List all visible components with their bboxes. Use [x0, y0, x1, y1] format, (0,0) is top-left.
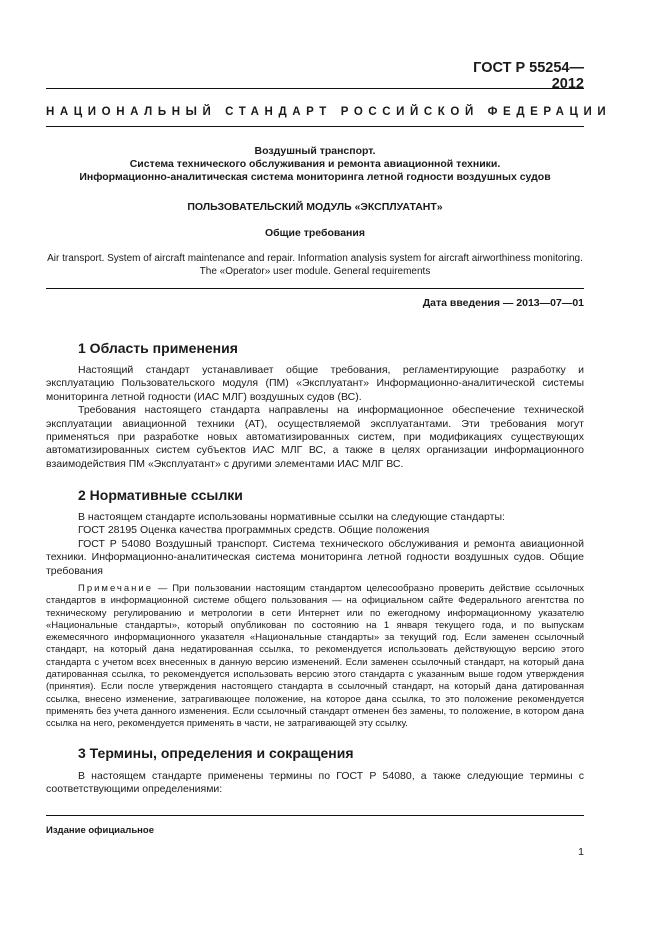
section-2-intro: В настоящем стандарте использованы нормативные ссылки на следующие стандарты: [78, 511, 505, 523]
reference-gost-r-54080: ГОСТ Р 54080 Воздушный транспорт. Система технического обслуживания и ремонта авиационной техники. Информационно-аналитическая система мониторинга летной годности воздушных судов. Общие требования [46, 537, 584, 577]
title-line-2: Система технического обслуживания и ремонта авиационной техники. [129, 158, 501, 170]
title-line-3: Информационно-аналитическая система мониторинга летной годности воздушных судов [79, 171, 551, 183]
section-3-body [46, 770, 584, 797]
module-title: ПОЛЬЗОВАТЕЛЬСКИЙ МОДУЛЬ «ЭКСПЛУАТАНТ» [187, 201, 443, 213]
header-rule-lower [46, 126, 584, 127]
section-1-heading: 1 Область применения [78, 340, 238, 356]
official-edition-label: Издание официальное [46, 825, 154, 836]
header-rule [46, 88, 584, 89]
title-line-1: Воздушный транспорт. [254, 145, 376, 157]
section-1-body [46, 364, 584, 471]
note-label: Примечание [78, 583, 153, 594]
title-rule [46, 288, 584, 289]
section-2-heading: 2 Нормативные ссылки [78, 487, 243, 503]
note-text: — При пользовании настоящим стандартом целесообразно проверить действие ссылочных стандартов в информационной системе общего пользования — на официальном сайте Федерального агентства по техническому регулированию и метрологии в сети Интернет или по ежегодному информационному указателю «Национальные стандарты», который опубликован по состоянию на 1 января текущего года, и по выпускам ежемесячного информационного указателя «Национальные стандарты» за текущий год. Если заменен ссылочный стандарт, на который дана недатированная ссылка, то рекомендуется использовать действующую версию этого стандарта с учетом всех внесенных в данную версию изменений. Если заменен ссылочный стандарт, на который дана датированная ссылка, то рекомендуется использовать версию этого стандарта с указанным выше годом утверждения (принятия). Если после утверждения настоящего стандарта в ссылочный стандарт, на который дана датированная ссылка, внесено изменение, затрагивающее положение, на которое дана ссылка, то это положение рекомендуется применять без учета данного изменения. Если ссылочный стандарт отменен без замены, то положение, в котором дана ссылка на него, рекомендуется применять в части, не затрагивающей эту ссылку. [46, 583, 584, 730]
note-block [46, 583, 584, 731]
page-number: 1 [578, 846, 584, 858]
english-title-line-1: Air transport. System of aircraft maintenance and repair. Information analysis system for aircraft airworthiness monitoring. [47, 253, 583, 264]
section-3-para-1: В настоящем стандарте применены термины по ГОСТ Р 54080, а также следующие термины с соответствующими определениями: [46, 770, 584, 796]
national-standard-heading: НАЦИОНАЛЬНЫЙ СТАНДАРТ РОССИЙСКОЙ ФЕДЕРАЦИИ [46, 106, 612, 118]
reference-gost-28195: ГОСТ 28195 Оценка качества программных средств. Общие положения [78, 524, 430, 537]
document-number: ГОСТ Р 55254—2012 [473, 60, 584, 92]
section-1-para-1: Настоящий стандарт устанавливает общие требования, регламентирующие разработку и эксплуатацию Пользовательского модуля (ПМ) «Эксплуатант» Информационно-аналитической системы мониторинга летной годности (ИАС МЛГ) воздушных судов (ВС). [46, 364, 584, 403]
footer-rule [46, 815, 584, 816]
subtitle: Общие требования [265, 227, 365, 239]
section-1-para-2: Требования настоящего стандарта направлены на информационное обеспечение технической эксплуатации авиационной техники (АТ), осуществляемой эксплуатантами. Эти требования могут применяться при разработке новых автоматизированных систем, при модификациях существующих автоматизированных систем субъектов ИАС МЛГ ВС, а также в целях организации информационного взаимодействия ПМ «Эксплуатант» с другими элементами ИАС МЛГ ВС. [46, 404, 584, 470]
effective-date: Дата введения — 2013—07—01 [422, 297, 584, 309]
section-3-heading: 3 Термины, определения и сокращения [78, 745, 354, 761]
english-title-line-2: The «Operator» user module. General requirements [199, 266, 431, 277]
section-2-body [46, 511, 584, 578]
